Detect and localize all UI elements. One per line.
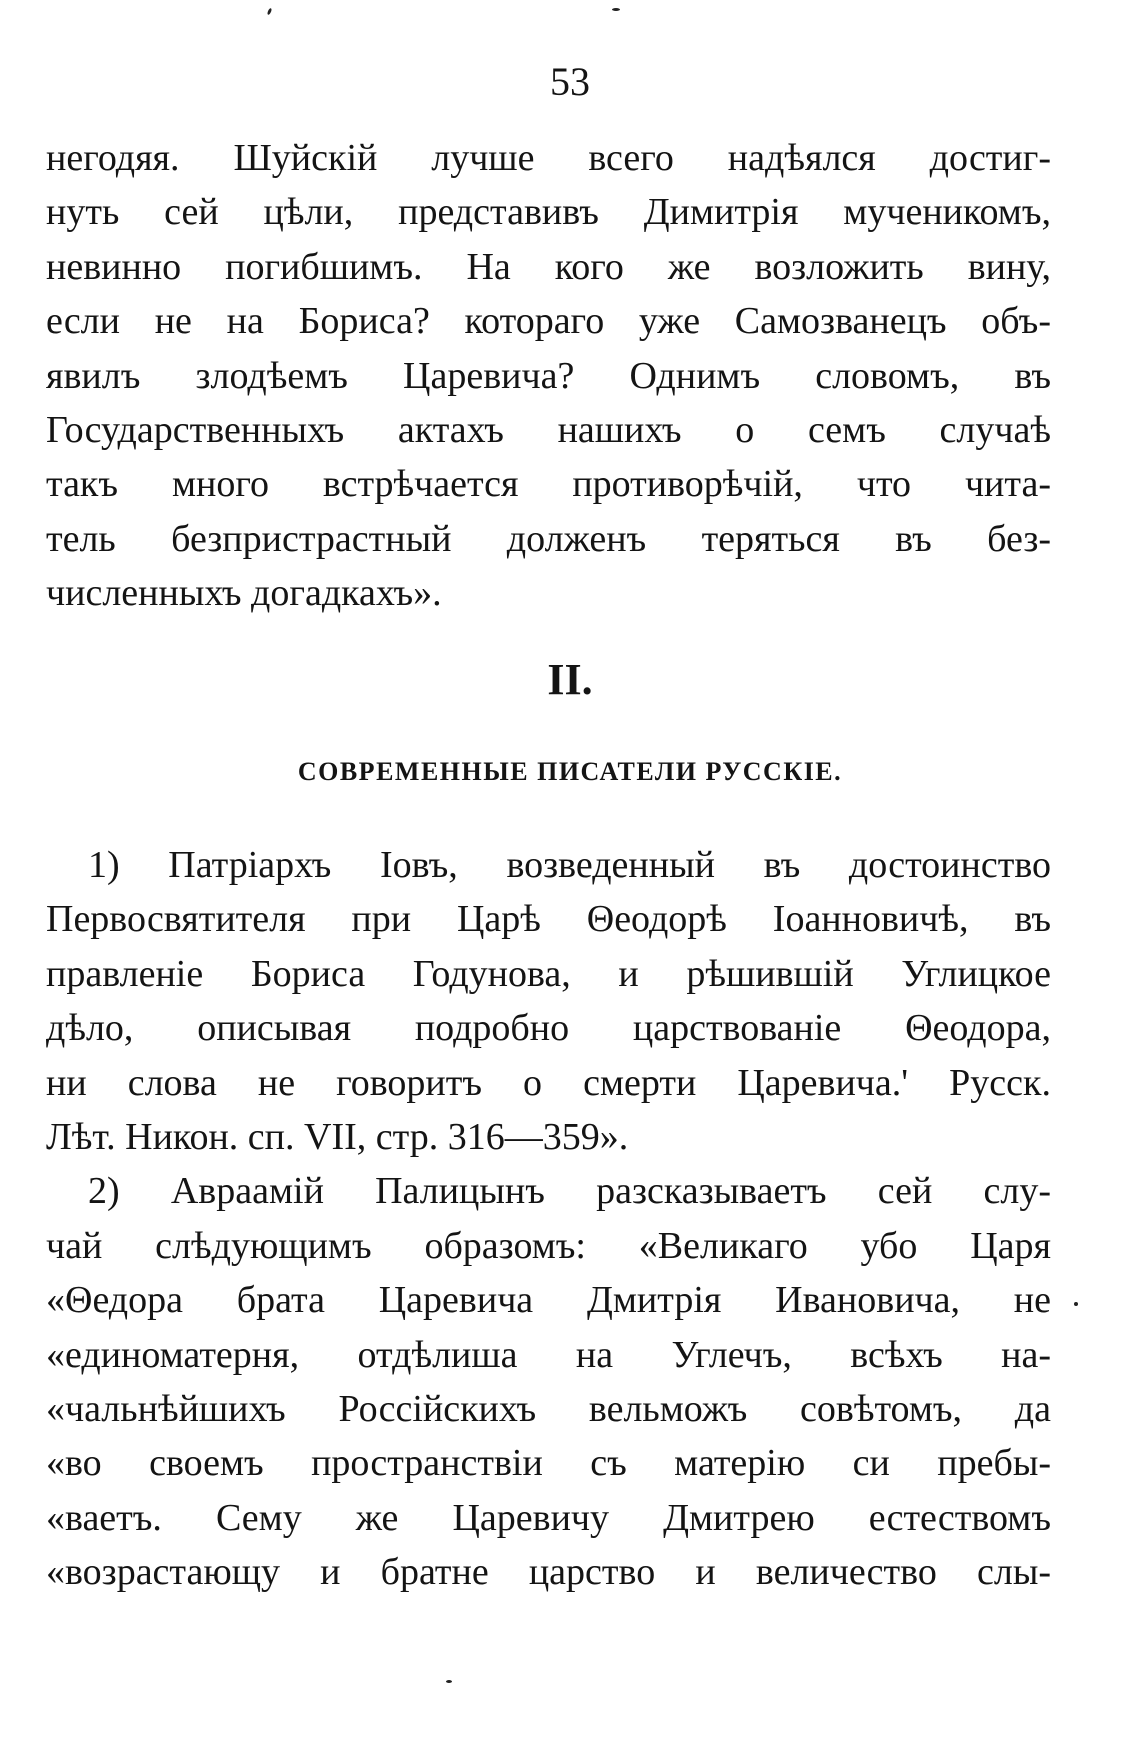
section-heading: СОВРЕМЕННЫЕ ПИСАТЕЛИ РУССКІЕ.	[297, 757, 843, 786]
page-number: 53	[550, 59, 590, 104]
section-number: II.	[547, 655, 593, 704]
text-line: дѣло, описывая подробно царствованіе Θеодора,	[46, 1007, 1051, 1050]
paragraph-list	[46, 838, 1051, 1599]
text-line: ни слова не говоритъ о смерти Царевича.' Русск.	[46, 1061, 1051, 1104]
text-line: тель безпристрастный долженъ теряться въ без-	[46, 517, 1051, 560]
text-line: «возрастающу и братне царство и величество слы-	[46, 1551, 1051, 1594]
print-speck	[446, 1680, 452, 1683]
text-line: правленіе Бориса Годунова, и рѣшившій Углицкое	[46, 952, 1051, 995]
text-line: невинно погибшимъ. На кого же возложить вину,	[46, 245, 1051, 288]
print-speck	[1074, 1302, 1078, 1306]
print-speck	[612, 8, 620, 11]
text-line: Государственныхъ актахъ нашихъ о семъ случаѣ	[46, 408, 1051, 451]
text-line: «ваетъ. Сему же Царевичу Дмитрею естествомъ	[46, 1496, 1051, 1539]
text-line: если не на Бориса? котораго уже Самозванецъ объ-	[46, 300, 1051, 343]
text-line: чай слѣдующимъ образомъ: «Великаго убо Царя	[46, 1224, 1051, 1267]
text-line: «во своемъ пространствіи съ матерію си пребы-	[46, 1442, 1051, 1485]
print-speck	[267, 8, 273, 16]
text-line: нуть сей цѣли, представивъ Димитрія мученикомъ,	[46, 191, 1051, 234]
text-line: «единоматерня, отдѣлиша на Углечъ, всѣхъ на-	[46, 1333, 1051, 1376]
text-line: 2) Авраамій Палицынъ разсказываетъ сей слу-	[88, 1170, 1051, 1213]
text-line: «чальнѣйшихъ Россійскихъ вельможъ совѣтомъ, да	[46, 1387, 1051, 1430]
text-line: Первосвятителя при Царѣ Θеодорѣ Іоанновичѣ, въ	[46, 898, 1051, 941]
text-line: 1) Патріархъ Іовъ, возведенный въ достоинство	[88, 844, 1051, 886]
text-line: «Θедора брата Царевича Дмитрія Ивановича, не	[46, 1279, 1051, 1322]
text-line: численныхъ догадкахъ».	[46, 572, 442, 615]
text-line: такъ много встрѣчается противорѣчій, что чита-	[46, 463, 1051, 506]
text-line: Лѣт. Никон. сп. VII, стр. 316—359».	[46, 1115, 629, 1158]
text-line: негодяя. Шуйскій лучше всего надѣялся достиг-	[46, 137, 1051, 179]
text-line: явилъ злодѣемъ Царевича? Однимъ словомъ, въ	[46, 354, 1051, 397]
paragraph-continued	[46, 131, 1051, 621]
